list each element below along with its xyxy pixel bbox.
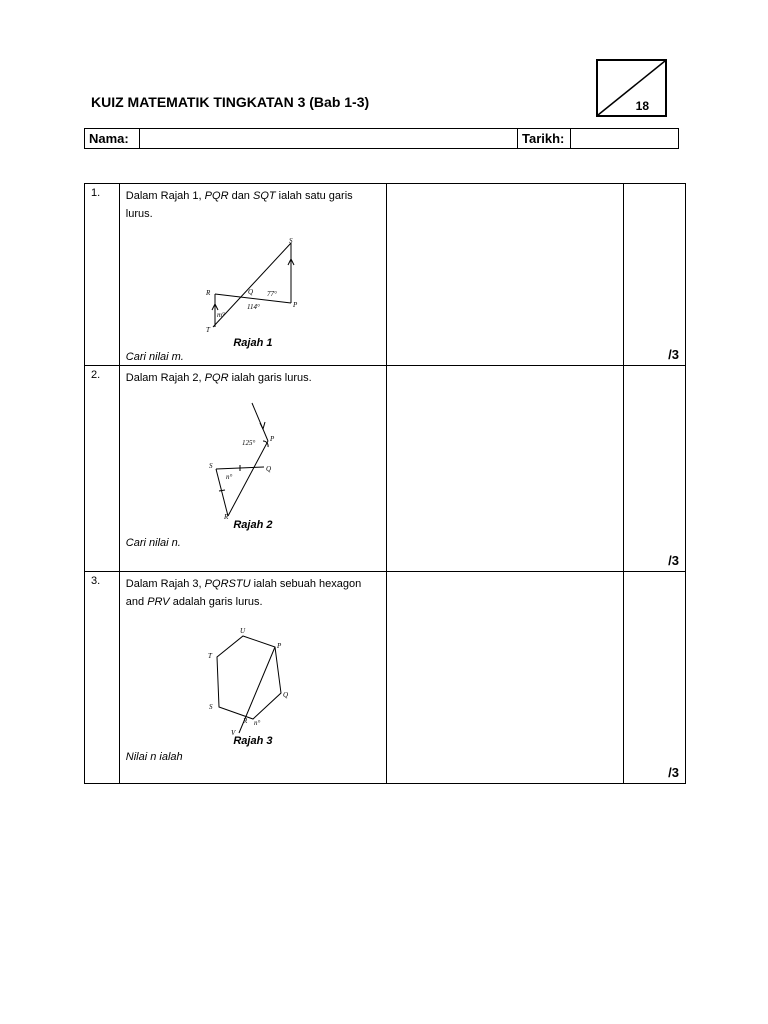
label-Q: Q: [265, 465, 271, 473]
questions-table: [84, 183, 686, 784]
question-cell: [119, 572, 386, 784]
mark-cell: [623, 572, 685, 784]
question-ask: Cari nilai n.: [125, 537, 181, 549]
figure-rajah-3: [205, 623, 301, 735]
question-row: [85, 572, 686, 784]
answer-area[interactable]: [387, 184, 624, 366]
figure-caption: Rajah 2: [233, 519, 273, 531]
label-angle-n: n°: [253, 719, 261, 727]
score-box-frame: [596, 59, 667, 117]
label-S: S: [208, 703, 213, 711]
question-cell: [119, 366, 386, 572]
answer-area[interactable]: [387, 366, 624, 572]
label-P: P: [276, 642, 282, 650]
label-T: T: [207, 652, 212, 660]
label-Q: Q: [247, 288, 253, 296]
figure-caption: Rajah 1: [233, 337, 273, 349]
question-ask: Cari nilai m.: [125, 351, 184, 363]
figure-rajah-2: [208, 401, 298, 519]
question-number: 2.: [85, 366, 120, 572]
date-field[interactable]: [571, 129, 679, 149]
label-R: R: [223, 513, 229, 519]
label-Q: Q: [282, 691, 288, 699]
label-V: V: [230, 729, 236, 735]
name-field[interactable]: [140, 129, 518, 149]
mark-cell: [623, 184, 685, 366]
page-title: KUIZ MATEMATIK TINGKATAN 3 (Bab 1-3): [91, 94, 370, 110]
student-info-table: [84, 128, 679, 149]
question-ask: Nilai n ialah: [125, 751, 183, 763]
question-cell: [119, 184, 386, 366]
label-angle-n: n°: [225, 473, 233, 481]
name-label: Nama:: [85, 129, 140, 149]
label-P: P: [269, 435, 275, 443]
mark-value: /3: [668, 765, 679, 780]
label-R: R: [205, 289, 211, 297]
label-U: U: [239, 627, 245, 635]
question-text: Dalam Rajah 2, PQR ialah garis lurus.: [125, 372, 312, 384]
question-text: Dalam Rajah 1, PQR dan SQT ialah satu garis lurus.: [125, 190, 353, 220]
question-number: 1.: [85, 184, 120, 366]
label-T: T: [205, 326, 210, 334]
figure-caption: Rajah 3: [233, 735, 273, 747]
label-R: R: [242, 717, 248, 725]
answer-area[interactable]: [387, 572, 624, 784]
label-S: S: [288, 237, 293, 245]
question-text: Dalam Rajah 3, PQRSTU ialah sebuah hexagon and PRV adalah garis lurus.: [125, 578, 362, 608]
figure-rajah-1: [203, 237, 303, 337]
mark-value: /3: [668, 347, 679, 362]
question-number: 3.: [85, 572, 120, 784]
label-P: P: [292, 301, 298, 309]
date-label: Tarikh:: [518, 129, 571, 149]
question-row: [85, 366, 686, 572]
label-angle-m: m°: [216, 311, 225, 319]
label-S: S: [208, 462, 213, 470]
score-total: 18: [635, 99, 649, 113]
question-row: [85, 184, 686, 366]
label-angle-125: 125°: [241, 439, 256, 447]
label-angle-114: 114°: [246, 303, 260, 311]
label-angle-77: 77°: [266, 290, 277, 298]
score-box: [596, 59, 667, 117]
mark-cell: [623, 366, 685, 572]
mark-value: /3: [668, 553, 679, 568]
